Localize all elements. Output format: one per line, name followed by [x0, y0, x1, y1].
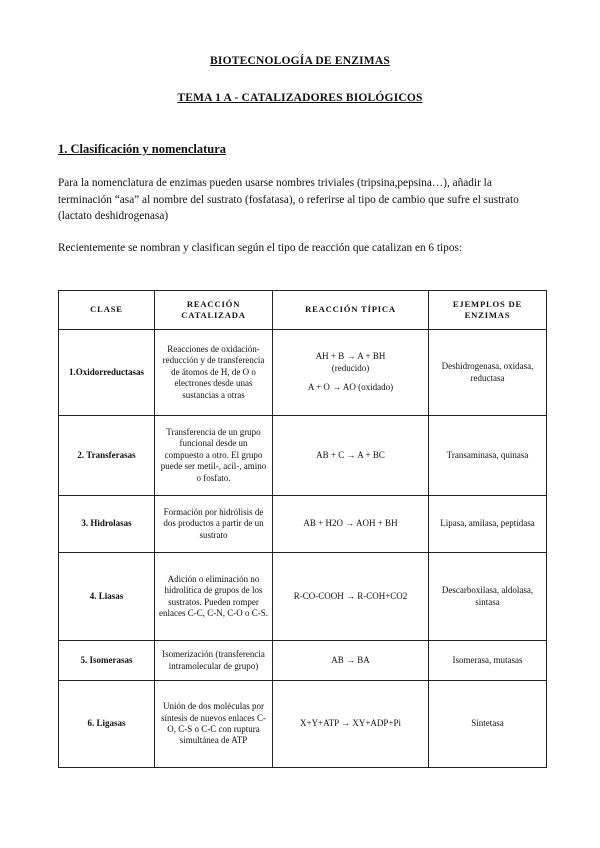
cell-tipica: X+Y+ATP → XY+ADP+Pi: [273, 681, 429, 768]
cell-clase: 2. Transferasas: [59, 416, 155, 496]
header-reaccion-catalizada: REACCIÓN CATALIZADA: [155, 291, 273, 330]
cell-tipica: R-CO-COOH → R-COH+CO2: [273, 553, 429, 641]
table-row: [59, 553, 547, 641]
cell-ejemplos: Sintetasa: [429, 681, 547, 768]
cell-clase: 1.Oxidorreductasas: [59, 330, 155, 416]
cell-reaccion: Isomerización (transferencia intramolecular de grupo): [155, 641, 273, 681]
table-header-row: [59, 291, 547, 330]
cell-ejemplos: Descarboxilasa, aldolasa, sintasa: [429, 553, 547, 641]
header-clase: CLASE: [59, 291, 155, 330]
header-ejemplos: EJEMPLOS DE ENZIMAS: [429, 291, 547, 330]
cell-clase: 4. Liasas: [59, 553, 155, 641]
reaction-note: (reducido): [331, 362, 370, 373]
cell-clase: 6. Ligasas: [59, 681, 155, 768]
cell-tipica: AB + H2O → AOH + BH: [273, 496, 429, 553]
enzyme-classification-table: [58, 290, 547, 768]
reaction-equation: A + O → AO (oxidado): [307, 382, 394, 393]
header-reaccion-tipica: REACCIÓN TÍPICA: [273, 291, 429, 330]
table-row: [59, 496, 547, 553]
cell-clase: 5. Isomerasas: [59, 641, 155, 681]
document-title: BIOTECNOLOGÍA DE ENZIMAS: [210, 55, 390, 67]
cell-ejemplos: Lipasa, amilasa, peptidasa: [429, 496, 547, 553]
table-row: [59, 330, 547, 416]
cell-tipica: AB + C → A + BC: [273, 416, 429, 496]
cell-reaccion: Unión de dos moléculas por síntesis de nuevos enlaces C-O, C-S o C-C con ruptura simultánea de ATP: [155, 681, 273, 768]
cell-reaccion: Reacciones de oxidación-reducción y de transferencia de átomos de H, de O o electrones desde unas sustancias a otras: [155, 330, 273, 416]
paragraph-nomenclature: Para la nomenclatura de enzimas pueden usarse nombres triviales (tripsina,pepsina…), añadir la terminación “asa” al nombre del sustrato (fosfatasa), o referirse al tipo de cambio que sufre el sustrato (lactato deshidrogenasa): [58, 177, 519, 222]
table-row: [59, 641, 547, 681]
table-row: [59, 416, 547, 496]
cell-clase: 3. Hidrolasas: [59, 496, 155, 553]
table-row: [59, 681, 547, 768]
document-subtitle: TEMA 1 A - CATALIZADORES BIOLÓGICOS: [177, 92, 423, 104]
cell-reaccion: Transferencia de un grupo funcional desde un compuesto a otro. El grupo puede ser metil-, acil-, amino o fosfato.: [155, 416, 273, 496]
paragraph-classification: Recientemente se nombran y clasifican según el tipo de reacción que catalizan en 6 tipos:: [58, 242, 463, 254]
cell-reaccion: Formación por hidrólisis de dos productos a partir de un sustrato: [155, 496, 273, 553]
cell-ejemplos: Transaminasa, quinasa: [429, 416, 547, 496]
cell-tipica: [273, 330, 429, 416]
reaction-equation: AH + B → A + BH: [315, 351, 386, 362]
cell-ejemplos: Deshidrogenasa, oxidasa, reductasa: [429, 330, 547, 416]
cell-tipica: AB → BA: [273, 641, 429, 681]
cell-ejemplos: Isomerasa, mutasas: [429, 641, 547, 681]
cell-reaccion: Adición o eliminación no hidrolítica de grupos de los sustratos. Pueden romper enlaces C-C, C-N, C-O o C-S.: [155, 553, 273, 641]
section-heading: 1. Clasificación y nomenclatura: [58, 142, 227, 156]
